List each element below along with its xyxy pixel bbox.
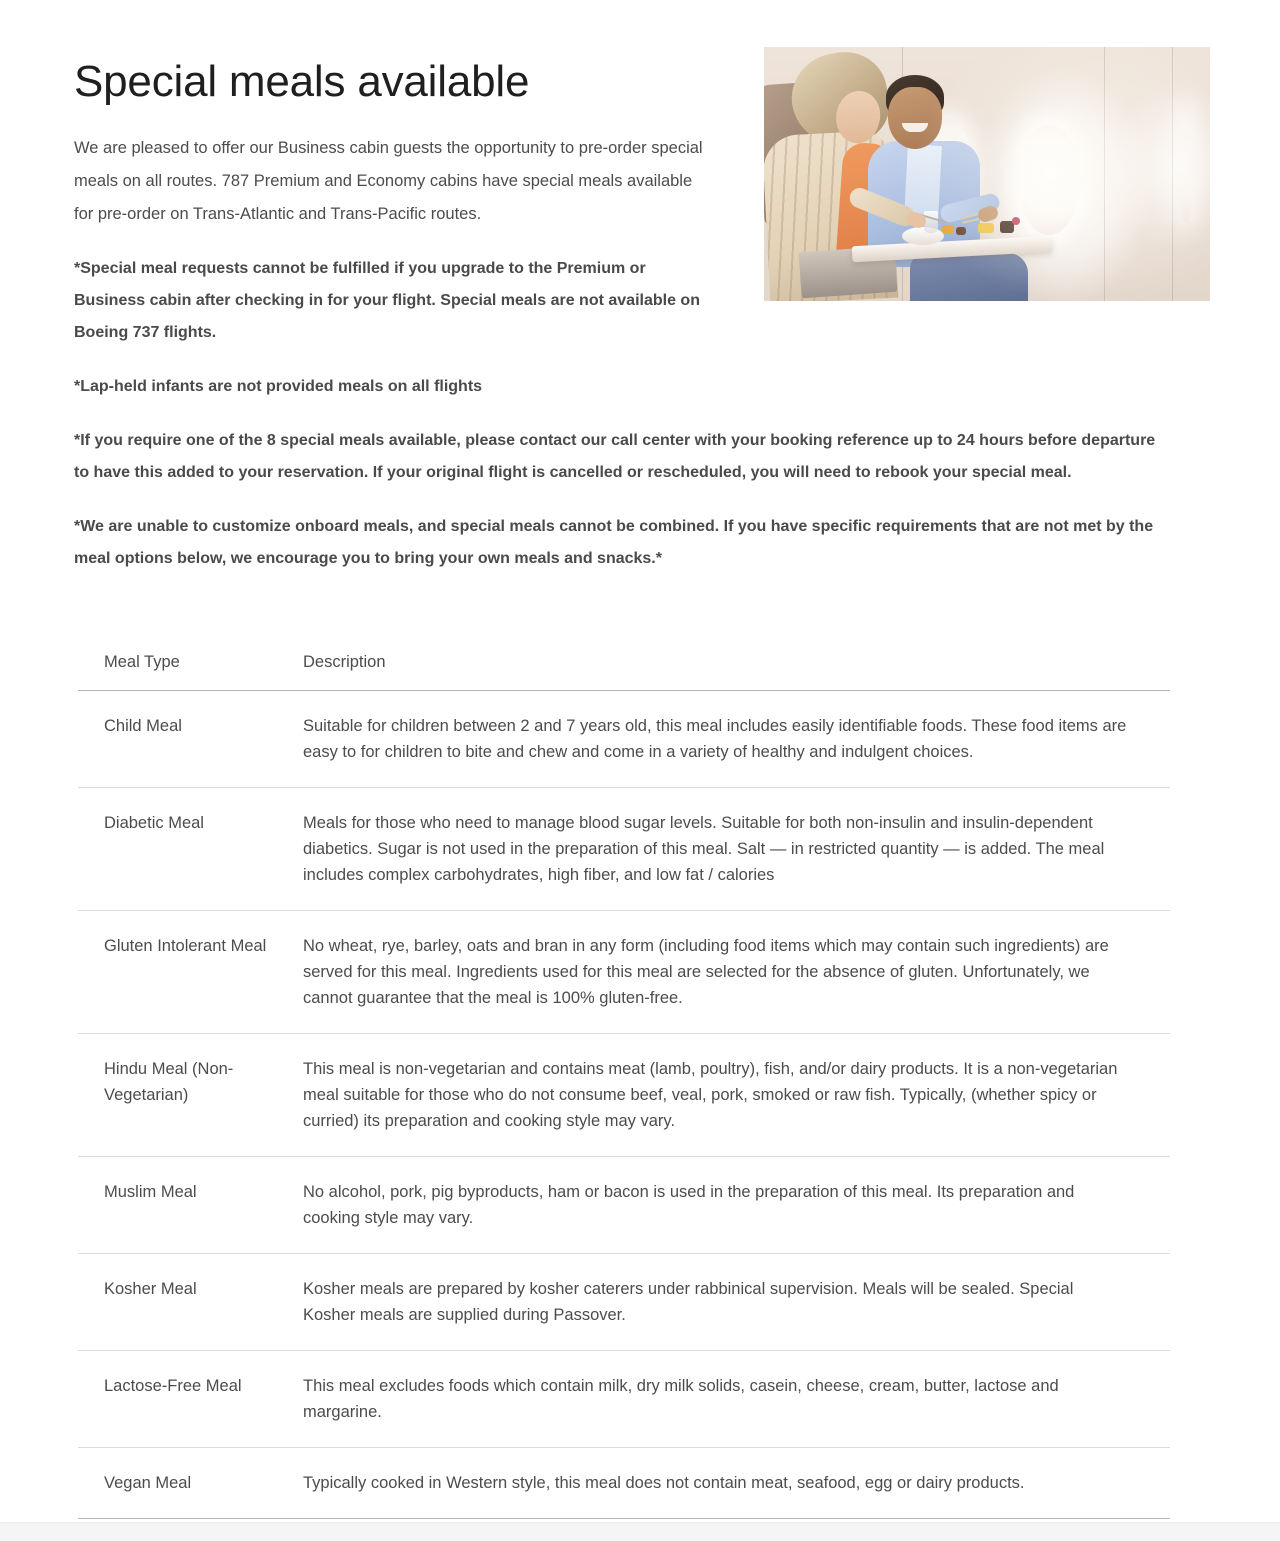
table-row: [78, 1448, 1170, 1519]
meal-type-cell: Kosher Meal: [78, 1254, 277, 1351]
meal-description-cell: Meals for those who need to manage blood sugar levels. Suitable for both non-insulin and insulin-dependent diabetics. Sugar is not used in the preparation of this meal. Salt — in restricted quantity — is added. The meal includes complex carbohydrates, high fiber, and low fat / calories: [277, 788, 1170, 911]
meal-description-cell: Kosher meals are prepared by kosher caterers under rabbinical supervision. Meals will be sealed. Special Kosher meals are supplied during Passover.: [277, 1254, 1170, 1351]
column-header-description: Description: [277, 641, 1170, 691]
table-row: [78, 1157, 1170, 1254]
intro-paragraph: We are pleased to offer our Business cabin guests the opportunity to pre-order special meals on all routes. 787 Premium and Economy cabins have special meals available for pre-order on Trans-Atlantic and Trans-Pacific routes.: [74, 139, 703, 224]
special-meals-table: [78, 641, 1170, 1519]
note-upgrade-restriction: *Special meal requests cannot be fulfilled if you upgrade to the Premium or Business cabin after checking in for your flight. Special meals are not available on Boeing 737 flights.: [74, 260, 700, 342]
meal-description-cell: Suitable for children between 2 and 7 years old, this meal includes easily identifiable foods. These food items are easy to for children to bite and chew and come in a variety of healthy and indulgent choices.: [277, 691, 1170, 788]
meal-type-cell: Diabetic Meal: [78, 788, 277, 911]
meal-description-cell: Typically cooked in Western style, this meal does not contain meat, seafood, egg or dairy products.: [277, 1448, 1170, 1519]
table-row: [78, 911, 1170, 1034]
meal-description-cell: This meal excludes foods which contain milk, dry milk solids, casein, cheese, cream, butter, lactose and margarine.: [277, 1351, 1170, 1448]
meal-type-cell: Vegan Meal: [78, 1448, 277, 1519]
article-content: [74, 0, 1170, 575]
meal-type-cell: Gluten Intolerant Meal: [78, 911, 277, 1034]
column-header-meal-type: Meal Type: [78, 641, 277, 691]
table-row: [78, 1351, 1170, 1448]
meal-type-cell: Hindu Meal (Non-Vegetarian): [78, 1034, 277, 1157]
meal-description-cell: No alcohol, pork, pig byproducts, ham or bacon is used in the preparation of this meal. Its preparation and cooking style may vary.: [277, 1157, 1170, 1254]
meal-type-cell: Muslim Meal: [78, 1157, 277, 1254]
cabin-panel-seam-icon: [1172, 47, 1173, 301]
note-call-center-request: *If you require one of the 8 special meals available, please contact our call center with your booking reference up to 24 hours before departure to have this added to your reservation. If your original flight is cancelled or rescheduled, you will need to rebook your special meal.: [74, 432, 1156, 482]
table-row: [78, 691, 1170, 788]
footer-band: [0, 1522, 1280, 1541]
page-title: Special meals available: [74, 57, 530, 106]
table-row: [78, 788, 1170, 911]
table-row: [78, 1034, 1170, 1157]
meal-description-cell: No wheat, rye, barley, oats and bran in any form (including food items which may contain such ingredients) are served for this meal. Ingredients used for this meal are selected for the absence of gluten. Unfortunately, we cannot guarantee that the meal is 100% gluten-free.: [277, 911, 1170, 1034]
cabin-window-icon: [1179, 103, 1193, 223]
meal-description-cell: This meal is non-vegetarian and contains meat (lamb, poultry), fish, and/or dairy products. It is a non-vegetarian meal suitable for those who do not consume beef, veal, pork, smoked or raw fish. Typically, (whether spicy or curried) its preparation and cooking style may vary.: [277, 1034, 1170, 1157]
note-lap-held-infants: *Lap-held infants are not provided meals on all flights: [74, 378, 483, 396]
note-no-customization: *We are unable to customize onboard meals, and special meals cannot be combined. If you have specific requirements that are not met by the meal options below, we encourage you to bring your own meals and snacks.*: [74, 518, 1154, 568]
meal-type-cell: Lactose-Free Meal: [78, 1351, 277, 1448]
table-header-row: [78, 641, 1170, 691]
table-row: [78, 1254, 1170, 1351]
meal-type-cell: Child Meal: [78, 691, 277, 788]
